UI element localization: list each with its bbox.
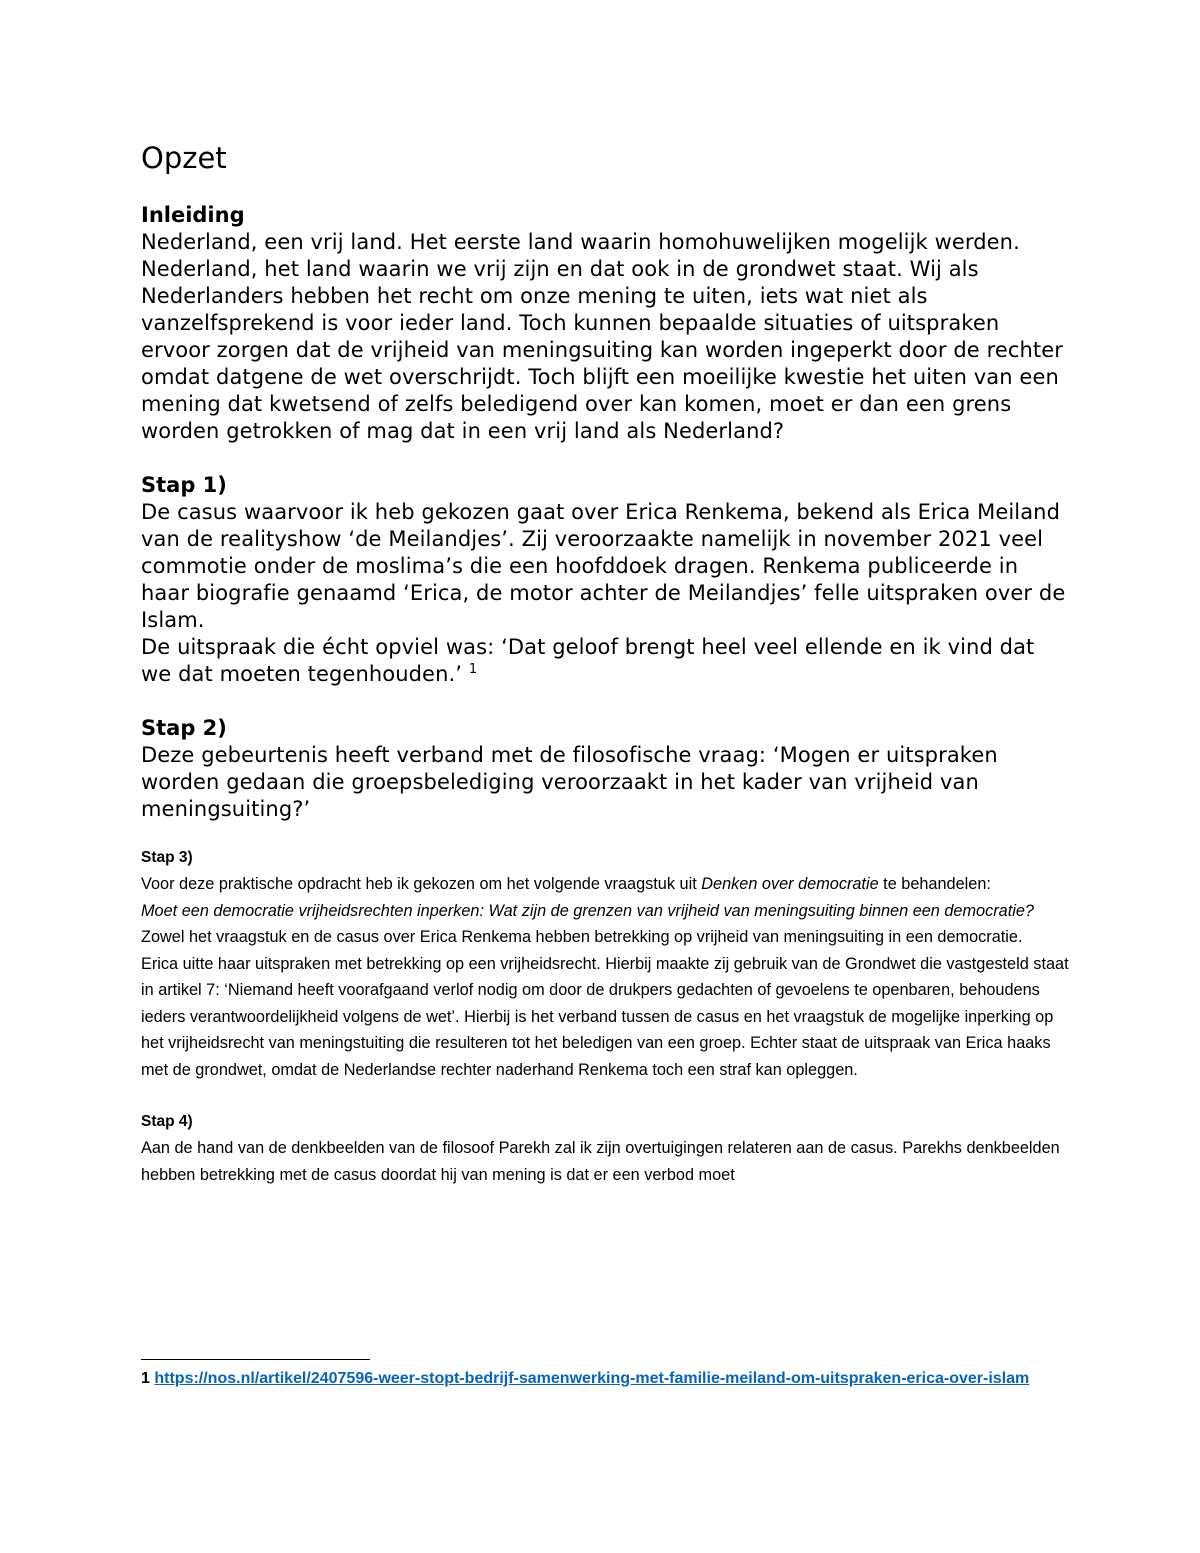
paragraph-stap-3-para2: Erica uitte haar uitspraken met betrekking op een vrijheidsrecht. Hierbij maakte zij gebruik van de Grondwet die vastgesteld staat in artikel 7: ‘Niemand heeft voorafgaand verlof nodig om door de drukpers gedachten of gevoelens te openbaren, behoudens ieders verantwoordelijkheid volgens de wet’. Hierbij is het verband tussen de casus en het vraagstuk de mogelijke inperking op het vrijheidsrecht van meningstuiting die resulteren tot het beledigen van een groep. Echter staat de uitspraak van Erica haaks met de grondwet, omdat de Nederlandse rechter naderhand Renkema toch een straf kan opleggen.	[141, 954, 1069, 1079]
section-stap-3	[141, 845, 1071, 1083]
heading-stap-3: Stap 3)	[141, 849, 193, 866]
footnote-link[interactable]: https://nos.nl/artikel/2407596-weer-stopt-bedrijf-samenwerking-met-familie-meiland-om-uitspraken-erica-over-islam	[154, 1370, 1030, 1387]
section-inleiding	[141, 202, 1071, 445]
intro-after: te behandelen:	[878, 875, 991, 893]
paragraph-stap-3-question	[141, 898, 1071, 925]
paragraph-stap-1-quote	[141, 634, 1071, 688]
heading-stap-4: Stap 4)	[141, 1113, 193, 1130]
paragraph-stap-3-para1: Zowel het vraagstuk en de casus over Erica Renkema hebben betrekking op vrijheid van meningsuiting in een democratie.	[141, 928, 1023, 946]
section-stap-1	[141, 472, 1071, 688]
heading-stap-1: Stap 1)	[141, 473, 227, 497]
paragraph-inleiding: Nederland, een vrij land. Het eerste land waarin homohuwelijken mogelijk werden. Nederland, het land waarin we vrij zijn en dat ook in de grondwet staat. Wij als Nederlanders hebben het recht om onze mening te uiten, iets wat niet als vanzelfsprekend is voor ieder land. Toch kunnen bepaalde situaties of uitspraken ervoor zorgen dat de vrijheid van meningsuiting kan worden ingeperkt door de rechter omdat datgene de wet overschrijdt. Toch blijft een moeilijke kwestie het uiten van een mening dat kwetsend of zelfs beledigend over kan komen, moet er dan een grens worden getrokken of mag dat in een vrij land als Nederland?	[141, 230, 1064, 443]
footnote-number: 1	[141, 1370, 150, 1387]
intro-book-title: Denken over democratie	[701, 875, 879, 893]
document-body	[141, 136, 1071, 1188]
intro-before: Voor deze praktische opdracht heb ik gekozen om het volgende vraagstuk uit	[141, 875, 702, 893]
footnote	[141, 1366, 1071, 1392]
footnote-reference[interactable]: 1	[468, 662, 478, 677]
paragraph-stap-3-intro	[141, 871, 1071, 898]
question-text: Moet een democratie vrijheidsrechten inperken: Wat zijn de grenzen van vrijheid van meningsuiting binnen een democratie?	[141, 901, 1034, 920]
page-title: Opzet	[141, 141, 227, 175]
section-stap-2	[141, 715, 1071, 823]
paragraph-stap-4: Aan de hand van de denkbeelden van de filosoof Parekh zal ik zijn overtuigingen relateren aan de casus. Parekhs denkbeelden hebben betrekking met de casus doordat hij van mening is dat er een verbod moet	[141, 1139, 1060, 1184]
footnote-separator	[141, 1359, 370, 1360]
heading-stap-2: Stap 2)	[141, 716, 227, 740]
heading-inleiding: Inleiding	[141, 203, 245, 227]
paragraph-stap-1: De casus waarvoor ik heb gekozen gaat over Erica Renkema, bekend als Erica Meiland van de realityshow ‘de Meilandjes’. Zij veroorzaakte namelijk in november 2021 veel commotie onder de moslima’s die een hoofddoek dragen. Renkema publiceerde in haar biografie genaamd ‘Erica, de motor achter de Meilandjes’ felle uitspraken over de Islam.	[141, 500, 1066, 632]
section-stap-4	[141, 1109, 1071, 1188]
paragraph-stap-2: Deze gebeurtenis heeft verband met de filosofische vraag: ‘Mogen er uitspraken worden gedaan die groepsbelediging veroorzaakt in het kader van vrijheid van meningsuiting?’	[141, 743, 998, 821]
quote-text: De uitspraak die écht opviel was: ‘Dat geloof brengt heel veel ellende en ik vind dat we dat moeten tegenhouden.’	[141, 635, 1035, 686]
